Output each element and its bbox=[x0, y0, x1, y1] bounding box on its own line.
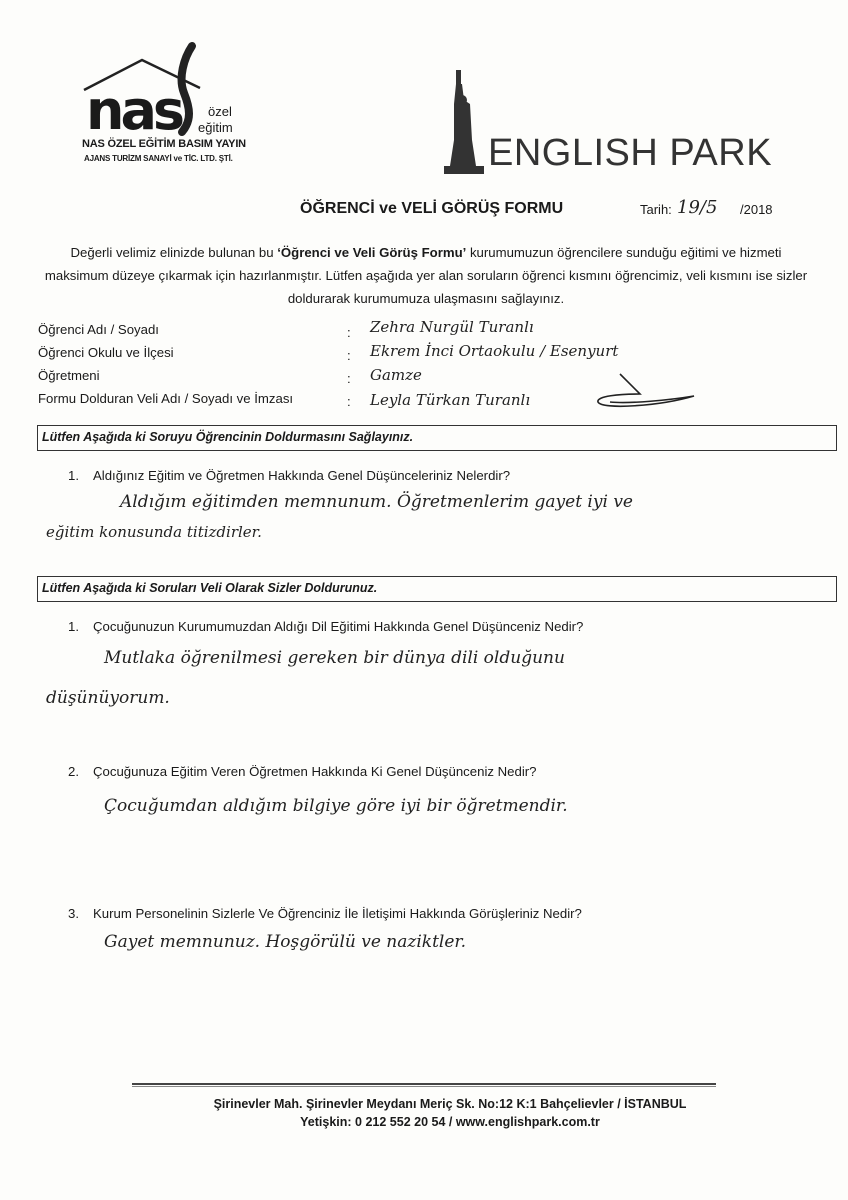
parent-value[interactable]: Leyla Türkan Turanlı bbox=[370, 391, 531, 409]
student-answer-1-line1[interactable]: Aldığım eğitimden memnunum. Öğretmenlerim gayet iyi ve bbox=[120, 492, 633, 512]
student-name-label: Öğrenci Adı / Soyadı bbox=[38, 322, 159, 337]
signature-icon bbox=[590, 372, 700, 416]
question-number: 3. bbox=[68, 906, 79, 921]
footer-divider-thin bbox=[132, 1086, 716, 1087]
student-section-heading: Lütfen Aşağıda ki Soruyu Öğrencinin Doldurmasını Sağlayınız. bbox=[42, 430, 414, 444]
student-question-1: Aldığınız Eğitim ve Öğretmen Hakkında Genel Düşünceleriniz Nelerdir? bbox=[93, 468, 511, 483]
teacher-value[interactable]: Gamze bbox=[370, 366, 422, 384]
intro-paragraph bbox=[38, 241, 814, 310]
statue-of-liberty-icon bbox=[442, 70, 486, 174]
nas-company-line2: AJANS TURİZM SANAYİ ve TİC. LTD. ŞTİ. bbox=[84, 154, 233, 163]
student-answer-1-line2[interactable]: eğitim konusunda titizdirler. bbox=[46, 523, 262, 541]
parent-answer-2[interactable]: Çocuğumdan aldığım bilgiye göre iyi bir öğretmendir. bbox=[104, 796, 568, 816]
colon: : bbox=[347, 371, 351, 386]
form-title: ÖĞRENCİ ve VELİ GÖRÜŞ FORMU bbox=[300, 200, 564, 217]
nas-wordmark: nas bbox=[86, 79, 182, 142]
nas-ozel: özel bbox=[208, 104, 232, 119]
parent-section-header bbox=[37, 576, 837, 602]
teacher-label: Öğretmeni bbox=[38, 368, 100, 383]
question-number: 2. bbox=[68, 764, 79, 779]
parent-label: Formu Dolduran Veli Adı / Soyadı ve İmzası bbox=[38, 391, 294, 406]
intro-form-name: ‘Öğrenci ve Veli Görüş Formu’ bbox=[277, 245, 467, 260]
footer-contact: Yetişkin: 0 212 552 20 54 / www.englishpark.com.tr bbox=[300, 1115, 600, 1129]
parent-answer-1-line1[interactable]: Mutlaka öğrenilmesi gereken bir dünya dili olduğunu bbox=[104, 648, 565, 668]
date-year: /2018 bbox=[740, 202, 773, 217]
parent-answer-1-line2[interactable]: düşünüyorum. bbox=[46, 688, 170, 708]
question-number: 1. bbox=[68, 468, 79, 483]
nas-logo bbox=[80, 38, 290, 168]
date-label: Tarih: bbox=[640, 202, 672, 217]
question-number: 1. bbox=[68, 619, 79, 634]
student-name-value[interactable]: Zehra Nurgül Turanlı bbox=[370, 318, 534, 336]
footer-divider bbox=[132, 1083, 716, 1085]
parent-answer-3[interactable]: Gayet memnunuz. Hoşgörülü ve naziktler. bbox=[104, 932, 467, 952]
parent-question-3: Kurum Personelinin Sizlerle Ve Öğrenciniz İle İletişimi Hakkında Görüşleriniz Nedir? bbox=[93, 906, 582, 921]
school-value[interactable]: Ekrem İnci Ortaokulu / Esenyurt bbox=[370, 342, 619, 360]
intro-text-2: kurumumuzun öğrencilere sunduğu eğitimi ve hizmeti maksimum düzeye çıkarmak için hazırlanmıştır. Lütfen aşağıda yer alan soruların öğrenci kısmını öğrencimiz, veli kısmını ise sizler doldurarak kurumumuza ulaşmasını sağlayınız. bbox=[44, 245, 808, 306]
intro-text-1: Değerli velimiz elinizde bulunan bu bbox=[70, 245, 278, 260]
parent-section-heading: Lütfen Aşağıda ki Soruları Veli Olarak Sizler Doldurunuz. bbox=[42, 581, 378, 595]
school-label: Öğrenci Okulu ve İlçesi bbox=[38, 345, 174, 360]
colon: : bbox=[347, 394, 351, 409]
colon: : bbox=[347, 348, 351, 363]
footer-address: Şirinevler Mah. Şirinevler Meydanı Meriç Sk. No:12 K:1 Bahçelievler / İSTANBUL bbox=[213, 1097, 687, 1111]
student-section-header bbox=[37, 425, 837, 451]
nas-company-line1: NAS ÖZEL EĞİTİM BASIM YAYIN bbox=[82, 138, 246, 150]
english-park-wordmark: ENGLISH PARK bbox=[488, 132, 773, 174]
english-park-logo bbox=[440, 70, 780, 175]
colon: : bbox=[347, 325, 351, 340]
date-handwritten: 19/5 bbox=[677, 197, 718, 218]
parent-question-2: Çocuğunuza Eğitim Veren Öğretmen Hakkında Ki Genel Düşünceniz Nedir? bbox=[93, 764, 537, 779]
nas-egitim: eğitim bbox=[198, 120, 233, 135]
parent-question-1: Çocuğunuzun Kurumumuzdan Aldığı Dil Eğitimi Hakkında Genel Düşünceniz Nedir? bbox=[93, 619, 584, 634]
